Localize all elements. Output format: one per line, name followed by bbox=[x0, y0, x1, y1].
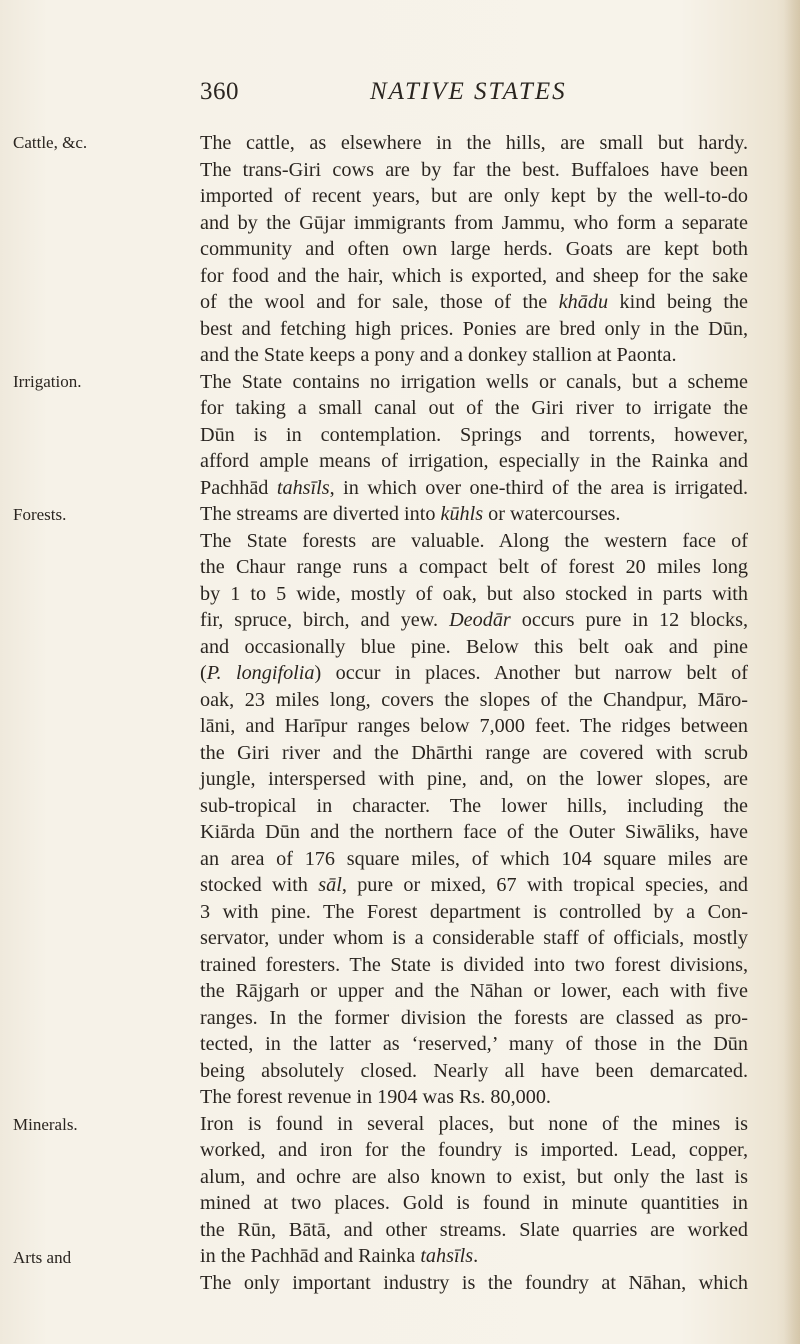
page-number: 360 bbox=[200, 78, 239, 105]
text-line: The State contains no irrigation wells or canals, but a scheme bbox=[200, 370, 748, 393]
text-line: Dūn is in contemplation. Springs and torrents, however, bbox=[200, 423, 748, 446]
text-line: in the Pachhād and Rainka tahsīls. bbox=[200, 1245, 479, 1267]
text-line: community and often own large herds. Goats are kept both bbox=[200, 238, 748, 260]
text-line: afford ample means of irrigation, especially in the Rainka and bbox=[200, 450, 748, 472]
page-edge-shadow bbox=[784, 0, 800, 1344]
text-line: Kiārda Dūn and the northern face of the Outer Siwāliks, have bbox=[200, 821, 748, 843]
text-line: The State forests are valuable. Along the western face of bbox=[200, 529, 748, 552]
margin-note-irrigation: Irrigation. bbox=[13, 372, 82, 391]
text-line: best and fetching high prices. Ponies are bred only in the Dūn, bbox=[200, 317, 748, 340]
text-line: tected, in the latter as ‘reserved,’ many of those in the Dūn bbox=[200, 1033, 748, 1055]
text-line: The only important industry is the foundry at Nāhan, which bbox=[200, 1271, 748, 1294]
page-header bbox=[0, 78, 800, 108]
text-line: and occasionally blue pine. Below this belt oak and pine bbox=[200, 635, 748, 658]
text-line: oak, 23 miles long, covers the slopes of the Chandpur, Māro- bbox=[200, 688, 748, 711]
text-line: The forest revenue in 1904 was Rs. 80,000. bbox=[200, 1086, 551, 1108]
text-line: fir, spruce, birch, and yew. Deodār occurs pure in 12 blocks, bbox=[200, 609, 748, 631]
margin-note-arts: Arts and bbox=[13, 1248, 72, 1267]
text-line: servator, under whom is a considerable staff of officials, mostly bbox=[200, 927, 748, 949]
text-line: stocked with sāl, pure or mixed, 67 with tropical species, and bbox=[200, 874, 749, 896]
text-line: worked, and iron for the foundry is imported. Lead, copper, bbox=[200, 1139, 748, 1161]
text-line: trained foresters. The State is divided into two forest divisions, bbox=[200, 953, 748, 976]
text-line: the Giri river and the Dhārthi range are covered with scrub bbox=[200, 741, 748, 764]
text-line: for taking a small canal out of the Giri river to irrigate the bbox=[200, 397, 748, 419]
margin-note-minerals: Minerals. bbox=[13, 1115, 78, 1134]
text-line: Pachhād tahsīls, in which over one-third of the area is irrigated. bbox=[200, 476, 748, 499]
text-line: imported of recent years, but are only kept by the well-to-do bbox=[200, 185, 748, 207]
text-line: for food and the hair, which is exported, and sheep for the sake bbox=[200, 264, 748, 287]
text-line: alum, and ochre are also known to exist, but only the last is bbox=[200, 1165, 748, 1188]
running-head: NATIVE STATES bbox=[370, 78, 567, 105]
text-line: and the State keeps a pony and a donkey stallion at Paonta. bbox=[200, 344, 677, 366]
text-line: being absolutely closed. Nearly all have been demarcated. bbox=[200, 1059, 748, 1082]
text-line: an area of 176 square miles, of which 104 square miles are bbox=[200, 847, 748, 870]
text-line: the Chaur range runs a compact belt of forest 20 miles long bbox=[200, 556, 748, 578]
text-line: Iron is found in several places, but none of the mines is bbox=[200, 1112, 748, 1135]
text-line: by 1 to 5 wide, mostly of oak, but also stocked in parts with bbox=[200, 582, 748, 605]
text-line: The trans-Giri cows are by far the best. Buffaloes have been bbox=[200, 158, 748, 181]
margin-note-forests: Forests. bbox=[13, 505, 67, 524]
text-line: jungle, interspersed with pine, and, on the lower slopes, are bbox=[200, 768, 748, 790]
text-line: and by the Gūjar immigrants from Jammu, who form a separate bbox=[200, 211, 748, 234]
text-line: the Rūn, Bātā, and other streams. Slate quarries are worked bbox=[200, 1218, 748, 1241]
text-line: lāni, and Harīpur ranges below 7,000 feet. The ridges between bbox=[200, 715, 748, 737]
body-text bbox=[200, 130, 748, 1296]
text-line: ranges. In the former division the forests are classed as pro- bbox=[200, 1006, 748, 1029]
margin-note-cattle: Cattle, &c. bbox=[13, 133, 88, 152]
text-line: of the wool and for sale, those of the khādu kind being the bbox=[200, 291, 748, 313]
text-line: sub-tropical in character. The lower hills, including the bbox=[200, 794, 748, 817]
text-line: The streams are diverted into kūhls or watercourses. bbox=[200, 503, 621, 525]
text-line: the Rājgarh or upper and the Nāhan or lower, each with five bbox=[200, 980, 748, 1002]
text-line: mined at two places. Gold is found in minute quantities in bbox=[200, 1192, 748, 1214]
text-line: (P. longifolia) occur in places. Another but narrow belt of bbox=[200, 662, 748, 684]
text-line: 3 with pine. The Forest department is controlled by a Con- bbox=[200, 900, 748, 923]
text-line: The cattle, as elsewhere in the hills, are small but hardy. bbox=[200, 132, 748, 154]
